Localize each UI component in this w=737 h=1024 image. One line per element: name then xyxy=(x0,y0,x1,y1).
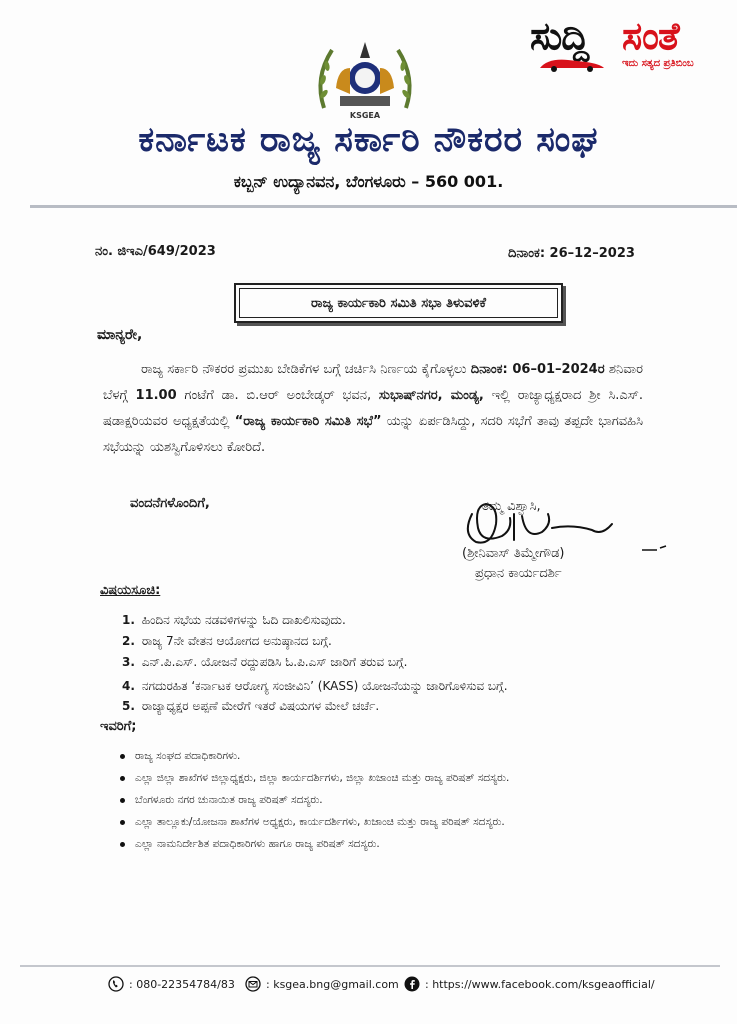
bullet-icon xyxy=(120,776,125,781)
news-logo-word1: ಸುದ್ದಿ xyxy=(530,14,589,58)
closing: ವಂದನೆಗಳೊಂದಿಗೆ, xyxy=(130,496,210,511)
email-icon xyxy=(245,976,261,992)
recipient-item: ಎಲ್ಲಾ ಜಿಲ್ಲಾ ಶಾಖೆಗಳ ಜಿಲ್ಲಾಧ್ಯಕ್ಷರು, ಜಿಲ್ಲಾ ಕಾರ್ಯದರ್ಶಿಗಳು, ಜಿಲ್ಲಾ ಖಜಾಂಚಿ ಮತ್ತು ರಾಜ್ಯ ಪರಿಷತ್ ಸದಸ್ಯರು. xyxy=(120,767,509,789)
signer-designation: ಪ್ರಧಾನ ಕಾರ್ಯದರ್ಶಿ xyxy=(475,566,562,581)
facebook-icon xyxy=(404,976,420,992)
recipient-item: ಬೆಂಗಳೂರು ನಗರ ಚುನಾಯಿತ ರಾಜ್ಯ ಪರಿಷತ್ ಸದಸ್ಯರು. xyxy=(120,789,509,811)
agenda-item: 1. ಹಿಂದಿನ ಸಭೆಯ ನಡವಳಿಗಳನ್ನು ಓದಿ ದಾಖಲಿಸುವುದು. xyxy=(122,613,346,627)
recipient-item: ಎಲ್ಲಾ ತಾಲ್ಲೂಕು/ಯೋಜನಾ ಶಾಖೆಗಳ ಅಧ್ಯಕ್ಷರು, ಕಾರ್ಯದರ್ಶಿಗಳು, ಖಜಾಂಚಿ ಮತ್ತು ರಾಜ್ಯ ಪರಿಷತ್ ಸದಸ್ಯರು. xyxy=(120,811,509,833)
agenda-item: 2. ರಾಜ್ಯ 7ನೇ ವೇತನ ಆಯೋಗದ ಅನುಷ್ಠಾನದ ಬಗ್ಗೆ. xyxy=(122,634,332,648)
news-logo-tagline: ಇದು ಸತ್ಯದ ಪ್ರತಿಬಿಂಬ xyxy=(622,58,694,69)
letter-body xyxy=(103,357,643,461)
salutation: ಮಾನ್ಯರೇ, xyxy=(97,327,143,343)
footer-divider xyxy=(20,965,720,967)
bullet-icon xyxy=(120,754,125,759)
agenda-item: 5. ರಾಜ್ಯಾಧ್ಯಕ್ಷರ ಅಪ್ಪಣೆ ಮೇರೆಗೆ ಇತರೆ ವಿಷಯಗಳ ಮೇಲೆ ಚರ್ಚೆ. xyxy=(122,699,380,713)
footer-email[interactable]: : ksgea.bng@gmail.com xyxy=(245,976,399,992)
recipients-list xyxy=(120,745,509,855)
bullet-icon xyxy=(120,798,125,803)
reference-number: ನಂ. ಜಿಇಎ/649/2023 xyxy=(95,244,216,259)
subject-inner-border xyxy=(239,288,558,318)
body-meeting-name: “ರಾಜ್ಯ ಕಾರ್ಯಕಾರಿ ಸಮಿತಿ ಸಭೆ” xyxy=(234,414,382,429)
agenda-item: 4. ನಗದುರಹಿತ ‘ಕರ್ನಾಟಕ ಆರೋಗ್ಯ ಸಂಜೀವಿನಿ’ (KASS) ಯೋಜನೆಯನ್ನು ಜಾರಿಗೊಳಿಸುವ ಬಗ್ಗೆ. xyxy=(122,679,508,693)
footer-phone: : 080-22354784/83 xyxy=(108,976,235,992)
emblem-caption: KSGEA xyxy=(349,111,381,120)
body-text-1: ರಾಜ್ಯ ಸರ್ಕಾರಿ ನೌಕರರ ಪ್ರಮುಖ ಬೇಡಿಕೆಗಳ ಬಗ್ಗೆ ಚರ್ಚಿಸಿ ನಿರ್ಣಯ ಕೈಗೊಳ್ಳಲು xyxy=(141,362,471,377)
bullet-icon xyxy=(120,842,125,847)
body-text-5: ಯನ್ನು ಏರ್ಪಡಿಸಿದ್ದು, ಸದರಿ ಸಭೆಗೆ ತಾವು ತಪ್ಪದೇ ಭಾಗವಹಿಸಿ ಸಭೆಯನ್ನು ಯಶಸ್ವಿಗೊಳಿಸಲು ಕೋರಿದೆ. xyxy=(103,414,643,455)
association-emblem xyxy=(310,38,420,122)
agenda-list xyxy=(122,613,508,720)
footer xyxy=(0,976,737,998)
recipients-heading: ಇವರಿಗೆ; xyxy=(100,719,137,734)
recipient-item: ರಾಜ್ಯ ಸಂಘದ ಪದಾಧಿಕಾರಿಗಳು. xyxy=(120,745,509,767)
organization-title: ಕರ್ನಾಟಕ ರಾಜ್ಯ ಸರ್ಕಾರಿ ನೌಕರರ ಸಂಘ xyxy=(138,120,599,160)
body-text-3: ಗಂಟೆಗೆ ಡಾ. ಬಿ.ಆರ್ ಅಂಬೇಡ್ಕರ್ ಭವನ, xyxy=(176,388,379,403)
agenda-heading: ವಿಷಯಸೂಚಿ: xyxy=(100,583,161,598)
agenda-item: 3. ಎನ್.ಪಿ.ಎಸ್. ಯೋಜನೆ ರದ್ದುಪಡಿಸಿ ಓ.ಪಿ.ಎಸ್ ಜಾರಿಗೆ ತರುವ ಬಗ್ಗೆ. xyxy=(122,655,408,669)
body-venue: ಸುಭಾಷ್‌ನಗರ, ಮಂಡ್ಯ, xyxy=(378,388,484,403)
footer-facebook[interactable]: : https://www.facebook.com/ksgeaofficial/ xyxy=(404,976,655,992)
yours-faithfully: ತಮ್ಮ ವಿಶ್ವಾಸಿ, xyxy=(482,499,541,514)
recipient-item: ಎಲ್ಲಾ ನಾಮನಿರ್ದೇಶಿತ ಪದಾಧಿಕಾರಿಗಳು ಹಾಗೂ ರಾಜ್ಯ ಪರಿಷತ್ ಸದಸ್ಯರು. xyxy=(120,833,509,855)
body-meeting-date: ದಿನಾಂಕ: 06–01–2024ರ xyxy=(470,362,605,377)
subject-text: ರಾಜ್ಯ ಕಾರ್ಯಕಾರಿ ಸಮಿತಿ ಸಭಾ ತಿಳುವಳಿಕೆ xyxy=(311,295,486,311)
subject-box xyxy=(234,283,563,323)
bullet-icon xyxy=(120,820,125,825)
car-icon xyxy=(534,54,614,72)
header-divider xyxy=(30,205,737,208)
body-text-4: ಇಲ್ಲಿ ರಾಜ್ಯಾಧ್ಯಕ್ಷರಾದ ಶ್ರೀ ಸಿ.ಎಸ್. ಷಡಾಕ್ಷರಿಯವರ ಅಧ್ಯಕ್ಷತೆಯಲ್ಲಿ xyxy=(103,388,644,429)
news-logo-word2: ಸಂತೆ xyxy=(622,14,679,58)
letter-date: ದಿನಾಂಕ: 26–12–2023 xyxy=(508,246,635,261)
signer-name: (ಶ್ರೀನಿವಾಸ್ ತಿಮ್ಮೇಗೌಡ) xyxy=(462,546,565,561)
news-logo xyxy=(530,14,730,72)
organization-address: ಕಬ್ಬನ್ ಉದ್ಯಾನವನ, ಬೆಂಗಳೂರು – 560 001. xyxy=(233,172,504,191)
phone-icon xyxy=(108,976,124,992)
body-meeting-time: 11.00 xyxy=(135,388,177,403)
body-text-2: ಶನಿವಾರ ಬೆಳಗ್ಗೆ xyxy=(103,362,644,403)
